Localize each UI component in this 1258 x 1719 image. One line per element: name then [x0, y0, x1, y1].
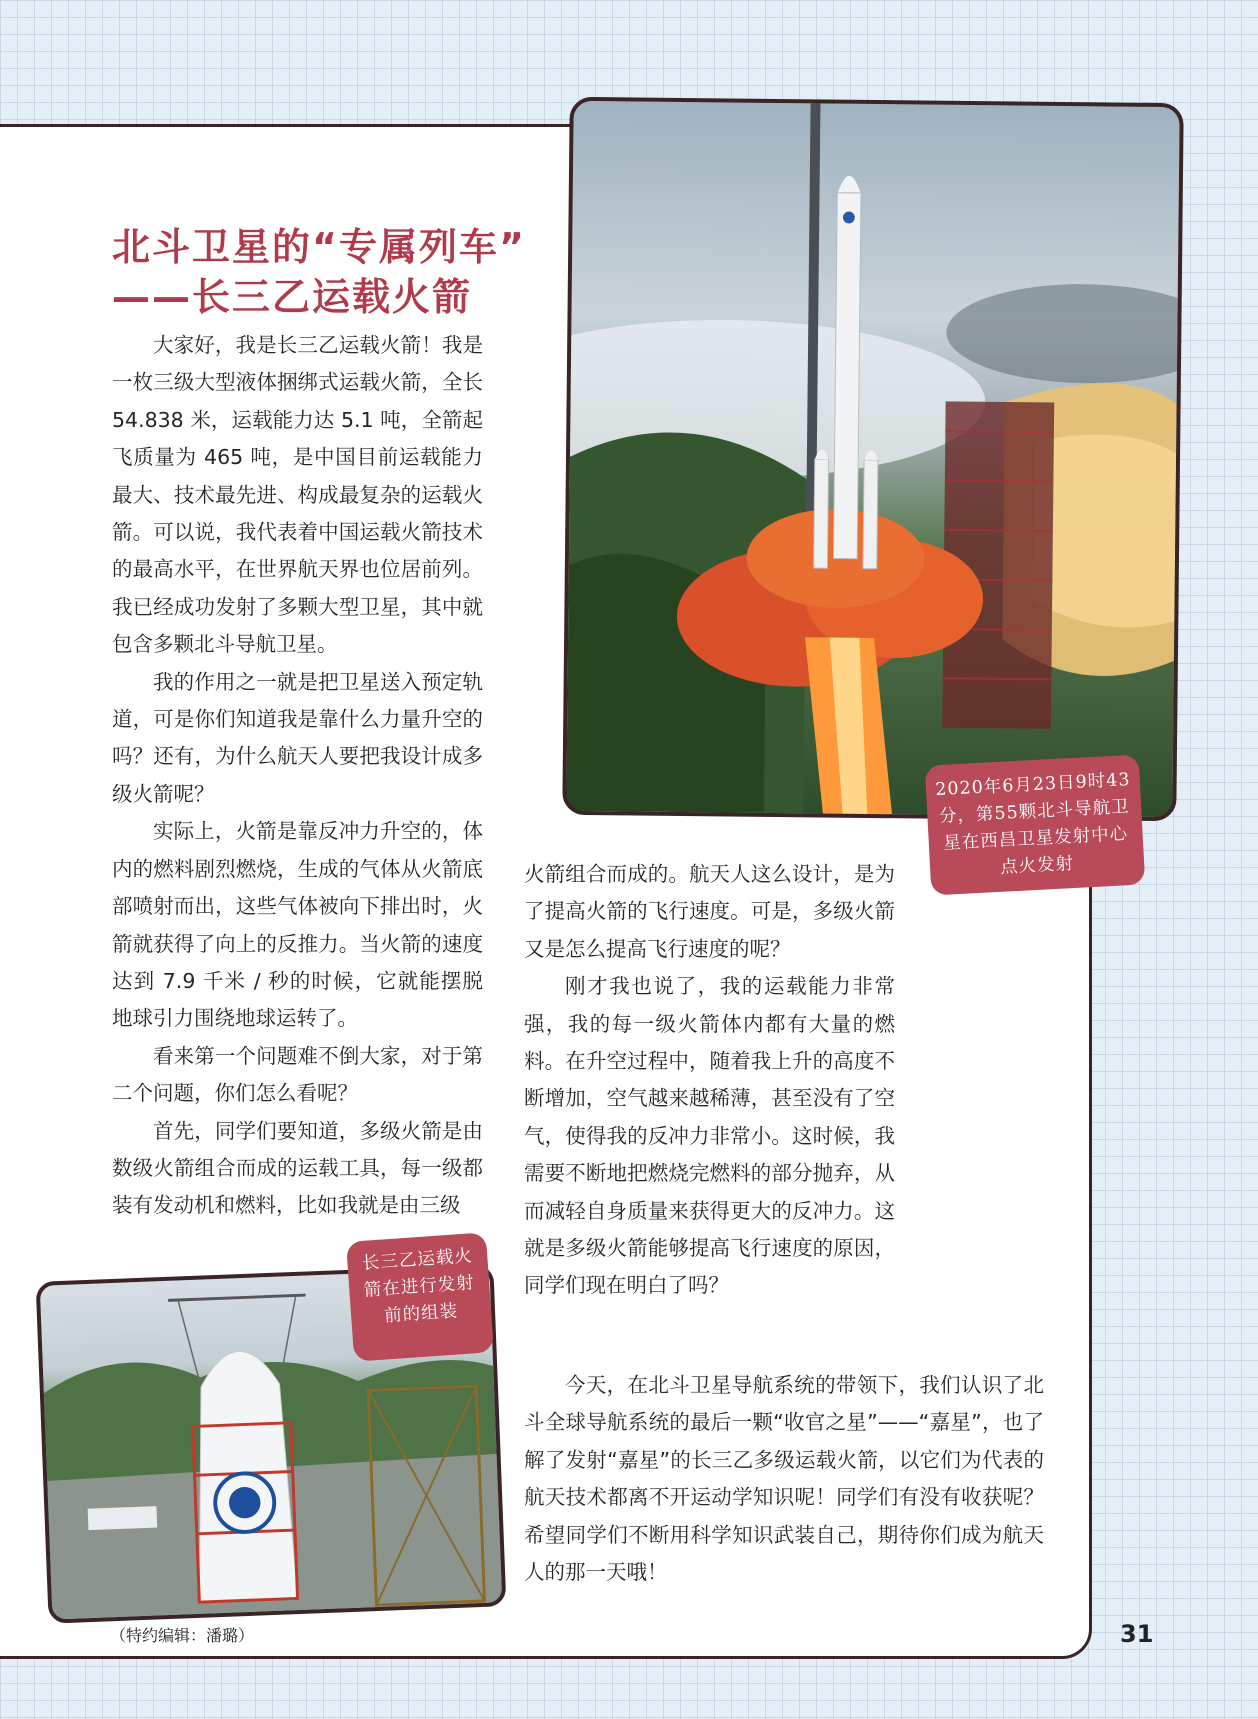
- rocket-launch-illustration: [566, 101, 1179, 817]
- paragraph: 今天，在北斗卫星导航系统的带领下，我们认识了北斗全球导航系统的最后一颗“收官之星”——“嘉星”，也了解了发射“嘉星”的长三乙多级运载火箭，以它们为代表的航天技术都离不开运动学知识呢！同学们有没有收获呢？希望同学们不断用科学知识武装自己，期待你们成为航天人的那一天哦！: [524, 1373, 1044, 1585]
- paragraph: 大家好，我是长三乙运载火箭！我是一枚三级大型液体捆绑式运载火箭，全长 54.838 米，运载能力达 5.1 吨，全箭起飞质量为 465 吨，是中国目前运载能力最大、技术最先进、构成最复杂的运载火箭。可以说，我代表着中国运载火箭技术的最高水平，在世界航天界也位居前列。我已经成功发射了多颗大型卫星，其中就包含多颗北斗导航卫星。: [112, 333, 483, 657]
- column-left: [112, 327, 483, 1225]
- paragraph: 我的作用之一就是把卫星送入预定轨道，可是你们知道我是靠什么力量升空的吗？还有，为什么航天人要把我设计成多级火箭呢？: [112, 669, 483, 806]
- column-middle: [524, 856, 895, 1305]
- title-line-1: 北斗卫星的“专属列车”: [112, 225, 526, 269]
- page-number: 31: [1120, 1620, 1154, 1648]
- paragraph-continued: 火箭组合而成的。航天人这么设计，是为了提高火箭的飞行速度。可是，多级火箭又是怎么提高飞行速度的呢？: [524, 862, 895, 961]
- paragraph: 首先，同学们要知道，多级火箭是由数级火箭组合而成的运载工具，每一级都装有发动机和燃料，比如我就是由三级: [112, 1118, 483, 1218]
- rocket-launch-photo: [562, 97, 1183, 821]
- launch-photo-caption: 2020年6月23日9时43分，第55颗北斗导航卫星在西昌卫星发射中心点火发射: [925, 754, 1146, 895]
- title-line-2: ——长三乙运载火箭: [112, 275, 473, 319]
- column-conclusion: [524, 1367, 1044, 1591]
- article-title: [112, 222, 526, 322]
- paragraph: 刚才我也说了，我的运载能力非常强，我的每一级火箭体内都有大量的燃料。在升空过程中，随着我上升的高度不断增加，空气越来越稀薄，甚至没有了空气，使得我的反冲力非常小。这时候，我需要不断地把燃烧完燃料的部分抛弃，从而减轻自身质量来获得更大的反冲力。这就是多级火箭能够提高飞行速度的原因，同学们现在明白了吗？: [524, 974, 895, 1298]
- assembly-photo-caption: 长三乙运载火箭在进行发射前的组装: [346, 1232, 494, 1361]
- paragraph: 实际上，火箭是靠反冲力升空的，体内的燃料剧烈燃烧，生成的气体从火箭底部喷射而出，这些气体被向下排出时，火箭就获得了向上的反推力。当火箭的速度达到 7.9 千米 / 秒的时候，它就能摆脱地球引力围绕地球运转了。: [112, 819, 483, 1031]
- editor-credit: （特约编辑：潘璐）: [110, 1626, 255, 1645]
- paragraph: 看来第一个问题难不倒大家，对于第二个问题，你们怎么看呢？: [112, 1043, 483, 1106]
